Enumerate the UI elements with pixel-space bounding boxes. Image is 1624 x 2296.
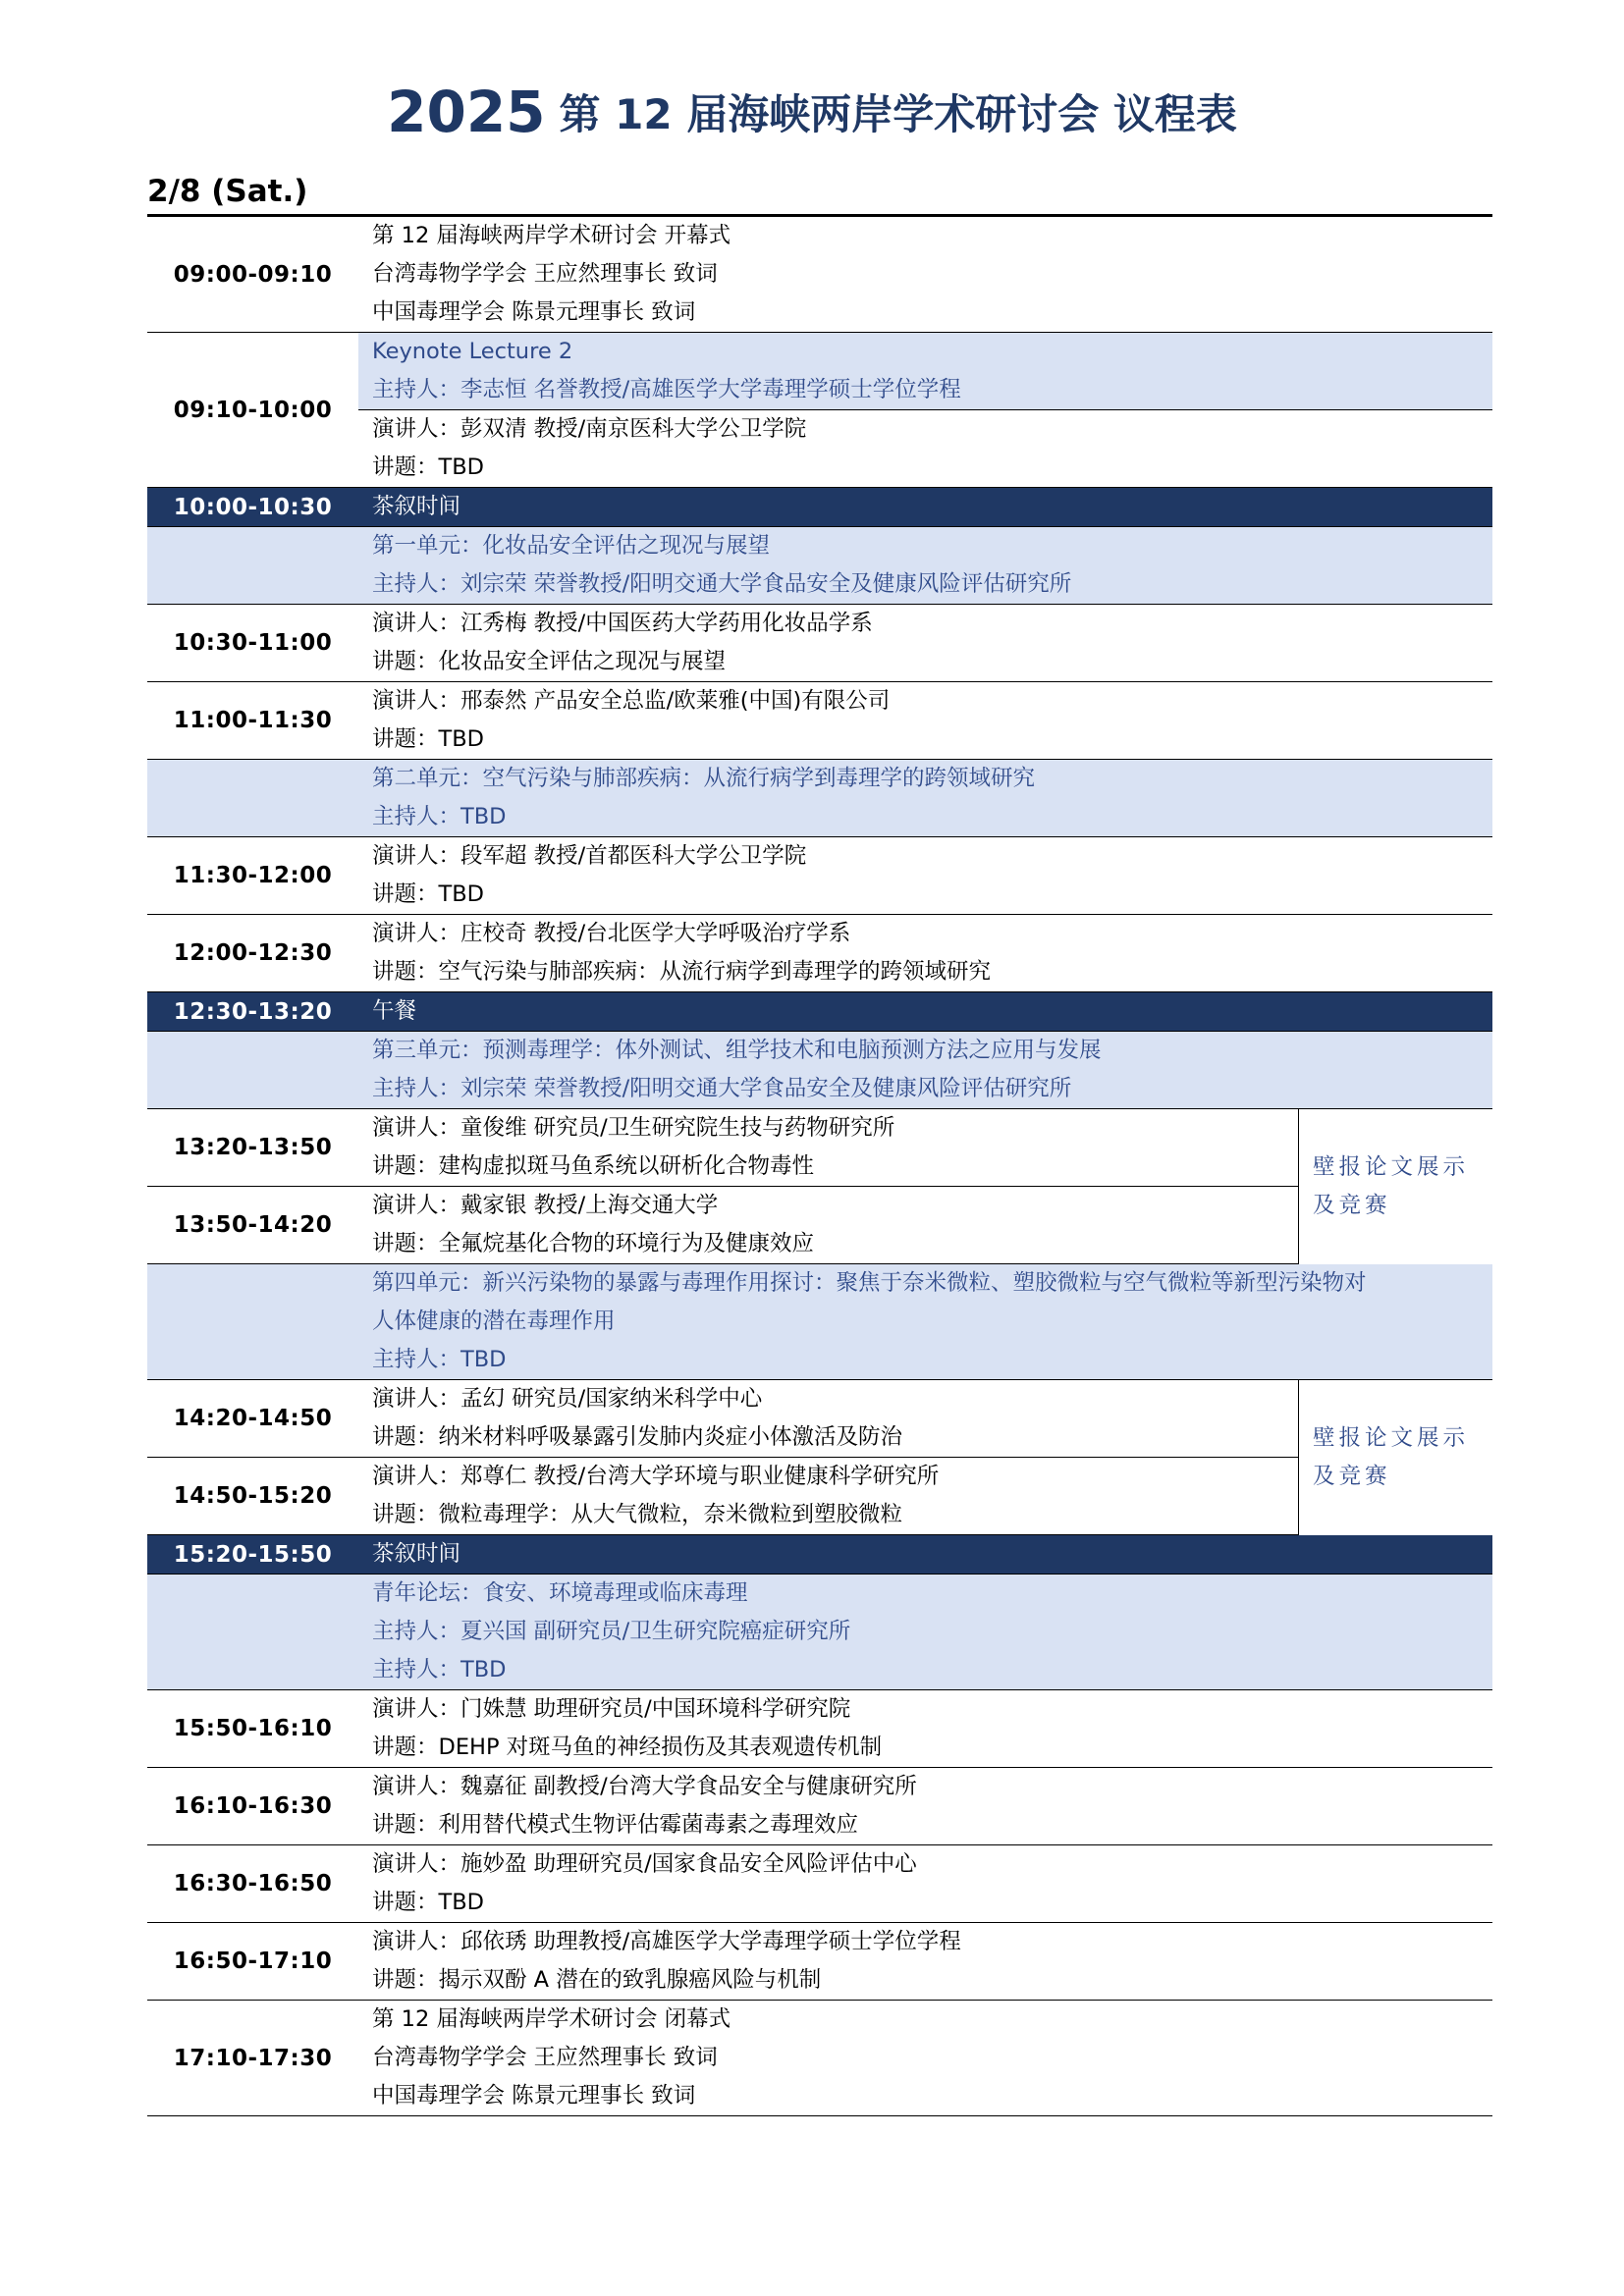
session-line: 讲题：DEHP 对斑马鱼的神经损伤及其表观遗传机制 bbox=[372, 1735, 883, 1760]
session-line: 讲题：揭示双酚 A 潜在的致乳腺癌风险与机制 bbox=[372, 1967, 822, 1993]
session-content bbox=[358, 1845, 1492, 1922]
agenda-row bbox=[147, 1690, 1492, 1768]
session-header-line: 主持人：TBD bbox=[372, 1347, 507, 1372]
session-line: 演讲人：段军超 教授/首都医科大学公卫学院 bbox=[372, 843, 807, 869]
break-label: 茶叙时间 bbox=[372, 494, 461, 519]
session-header-line: 主持人：刘宗荣 荣誉教授/阳明交通大学食品安全及健康风险评估研究所 bbox=[372, 571, 1072, 597]
agenda-row bbox=[147, 1845, 1492, 1923]
time-slot bbox=[147, 1264, 358, 1379]
time-slot bbox=[147, 527, 358, 604]
time-slot: 12:30-13:20 bbox=[173, 998, 333, 1025]
session-header-line: Keynote Lecture 2 bbox=[372, 339, 573, 364]
session-header bbox=[372, 527, 1492, 604]
agenda-row bbox=[147, 1923, 1492, 2001]
session-line: 演讲人：庄校奇 教授/台北医学大学呼吸治疗学系 bbox=[372, 921, 851, 946]
session-detail bbox=[372, 915, 1492, 991]
session-content bbox=[358, 488, 1492, 526]
title-year: 2025 bbox=[387, 79, 546, 145]
session-header-line: 青年论坛：食安、环境毒理或临床毒理 bbox=[372, 1580, 748, 1606]
time-slot: 11:00-11:30 bbox=[173, 708, 333, 733]
session-content bbox=[358, 760, 1492, 836]
session-content bbox=[358, 1264, 1492, 1379]
session-line: 讲题：TBD bbox=[372, 454, 485, 480]
session-line: 演讲人：邢泰然 产品安全总监/欧莱雅(中国)有限公司 bbox=[372, 688, 891, 714]
title-text: 第 12 届海峡两岸学术研讨会 议程表 bbox=[559, 90, 1237, 138]
session-detail bbox=[372, 682, 1492, 759]
session-header-line: 第三单元：预测毒理学：体外测试、组学技术和电脑预测方法之应用与发展 bbox=[372, 1038, 1102, 1063]
poster-label-line: 壁报论文展示 bbox=[1313, 1425, 1470, 1451]
session-line: 演讲人：邱依琇 助理教授/高雄医学大学毒理学硕士学位学程 bbox=[372, 1929, 961, 1954]
session-header-line: 主持人：夏兴国 副研究员/卫生研究院癌症研究所 bbox=[372, 1619, 851, 1644]
agenda-row bbox=[147, 1575, 1492, 1690]
time-slot: 10:00-10:30 bbox=[173, 494, 333, 520]
session-header bbox=[372, 1032, 1492, 1108]
agenda-row bbox=[147, 915, 1492, 992]
session-content bbox=[358, 992, 1492, 1031]
break-row bbox=[147, 488, 1492, 527]
poster-label-line: 及竞赛 bbox=[1313, 1464, 1391, 1489]
session-header-line: 人体健康的潜在毒理作用 bbox=[372, 1308, 616, 1334]
session-line: 讲题：空气污染与肺部疾病：从流行病学到毒理学的跨领域研究 bbox=[372, 959, 992, 985]
agenda-row bbox=[147, 2001, 1492, 2116]
session-line: 讲题：TBD bbox=[372, 1890, 485, 1915]
session-content bbox=[358, 217, 1492, 332]
session-content bbox=[358, 1923, 1492, 2000]
poster-session-label bbox=[1298, 1109, 1492, 1264]
session-header bbox=[372, 1575, 1492, 1689]
session-content bbox=[358, 915, 1492, 991]
time-slot: 17:10-17:30 bbox=[173, 2045, 333, 2071]
session-line: 台湾毒物学学会 王应然理事长 致词 bbox=[372, 2045, 718, 2070]
agenda-row bbox=[147, 1768, 1492, 1845]
session-line: 演讲人：江秀梅 教授/中国医药大学药用化妆品学系 bbox=[372, 611, 873, 636]
time-slot: 13:20-13:50 bbox=[173, 1135, 333, 1160]
session-detail bbox=[372, 1768, 1492, 1844]
session-content bbox=[358, 837, 1492, 914]
session-detail bbox=[372, 1380, 1298, 1457]
page-title bbox=[0, 79, 1624, 145]
session-header-line: 第四单元：新兴污染物的暴露与毒理作用探讨：聚焦于奈米微粒、塑胶微粒与空气微粒等新型污染物对 bbox=[372, 1270, 1367, 1296]
session-header bbox=[372, 760, 1492, 836]
session-header-line: 第一单元：化妆品安全评估之现况与展望 bbox=[372, 533, 771, 559]
session-line: 中国毒理学会 陈景元理事长 致词 bbox=[372, 2083, 696, 2109]
time-slot: 16:10-16:30 bbox=[173, 1793, 333, 1819]
session-content bbox=[358, 1575, 1492, 1689]
break-row bbox=[147, 992, 1492, 1032]
session-detail bbox=[372, 1923, 1492, 2000]
session-detail bbox=[372, 605, 1492, 681]
session-line: 讲题：TBD bbox=[372, 726, 485, 752]
session-line: 演讲人：孟幻 研究员/国家纳米科学中心 bbox=[372, 1386, 763, 1412]
session-detail bbox=[372, 837, 1492, 914]
agenda-row bbox=[147, 1032, 1492, 1109]
agenda-row bbox=[147, 682, 1492, 760]
session-line: 讲题：全氟烷基化合物的环境行为及健康效应 bbox=[372, 1231, 815, 1256]
session-content bbox=[358, 1690, 1492, 1767]
agenda-row bbox=[147, 1380, 1492, 1458]
session-line: 演讲人：彭双清 教授/南京医科大学公卫学院 bbox=[372, 416, 807, 442]
poster-session-label bbox=[1298, 1380, 1492, 1535]
session-header-line: 主持人：刘宗荣 荣誉教授/阳明交通大学食品安全及健康风险评估研究所 bbox=[372, 1076, 1072, 1101]
session-line: 演讲人：施妙盈 助理研究员/国家食品安全风险评估中心 bbox=[372, 1851, 917, 1877]
session-content bbox=[358, 1032, 1492, 1108]
time-slot: 14:20-14:50 bbox=[173, 1406, 333, 1431]
session-line: 演讲人：门姝慧 助理研究员/中国环境科学研究院 bbox=[372, 1696, 851, 1722]
session-line: 第 12 届海峡两岸学术研讨会 闭幕式 bbox=[372, 2006, 731, 2032]
agenda-row bbox=[147, 837, 1492, 915]
session-detail bbox=[372, 1690, 1492, 1767]
session-line: 演讲人：童俊维 研究员/卫生研究院生技与药物研究所 bbox=[372, 1115, 895, 1141]
session-line: 讲题：建构虚拟斑马鱼系统以研析化合物毒性 bbox=[372, 1153, 815, 1179]
session-content bbox=[358, 333, 1492, 487]
session-header bbox=[358, 333, 1492, 409]
agenda-row bbox=[147, 1109, 1492, 1187]
session-detail bbox=[372, 1845, 1492, 1922]
poster-label-line: 壁报论文展示 bbox=[1313, 1154, 1470, 1180]
session-content bbox=[358, 1768, 1492, 1844]
session-line: 演讲人：戴家银 教授/上海交通大学 bbox=[372, 1193, 719, 1218]
session-line: 演讲人：魏嘉征 副教授/台湾大学食品安全与健康研究所 bbox=[372, 1774, 917, 1799]
agenda-row bbox=[147, 605, 1492, 682]
time-slot: 12:00-12:30 bbox=[173, 940, 333, 966]
session-content bbox=[358, 1535, 1492, 1574]
session-line: 讲题：利用替代模式生物评估霉菌毒素之毒理效应 bbox=[372, 1812, 859, 1838]
agenda-row bbox=[147, 1458, 1492, 1535]
session-line: 讲题：化妆品安全评估之现况与展望 bbox=[372, 649, 727, 674]
session-content bbox=[358, 605, 1492, 681]
time-slot: 15:50-16:10 bbox=[173, 1716, 333, 1741]
session-detail bbox=[372, 1458, 1298, 1534]
session-header-line: 主持人：TBD bbox=[372, 804, 507, 829]
session-line: 台湾毒物学学会 王应然理事长 致词 bbox=[372, 261, 718, 287]
time-slot: 09:00-09:10 bbox=[173, 261, 333, 288]
session-header-line: 主持人：TBD bbox=[372, 1657, 507, 1682]
agenda-row bbox=[147, 217, 1492, 333]
session-header bbox=[372, 1264, 1492, 1379]
agenda-row bbox=[147, 333, 1492, 488]
poster-label-line: 及竞赛 bbox=[1313, 1193, 1391, 1218]
day-label: 2/8 (Sat.) bbox=[147, 174, 308, 209]
session-line: 讲题：微粒毒理学：从大气微粒，奈米微粒到塑胶微粒 bbox=[372, 1502, 903, 1527]
session-detail bbox=[372, 217, 1492, 332]
session-line: 演讲人：郑尊仁 教授/台湾大学环境与职业健康科学研究所 bbox=[372, 1464, 940, 1489]
session-detail bbox=[372, 1187, 1298, 1263]
agenda-row bbox=[147, 527, 1492, 605]
agenda-table bbox=[147, 214, 1492, 2116]
session-content bbox=[358, 527, 1492, 604]
session-line: 讲题：TBD bbox=[372, 881, 485, 907]
time-slot: 16:30-16:50 bbox=[173, 1871, 333, 1896]
time-slot bbox=[147, 1575, 358, 1689]
session-line: 讲题：纳米材料呼吸暴露引发肺内炎症小体激活及防治 bbox=[372, 1424, 903, 1450]
time-slot: 16:50-17:10 bbox=[173, 1949, 333, 1974]
break-label: 茶叙时间 bbox=[372, 1541, 461, 1567]
session-detail bbox=[372, 1109, 1298, 1186]
time-slot: 10:30-11:00 bbox=[173, 630, 333, 656]
session-content bbox=[358, 2001, 1492, 2115]
session-header-line: 主持人：李志恒 名誉教授/高雄医学大学毒理学硕士学位学程 bbox=[372, 377, 961, 402]
agenda-row bbox=[147, 1264, 1492, 1380]
time-slot: 09:10-10:00 bbox=[173, 397, 333, 423]
time-slot: 11:30-12:00 bbox=[173, 863, 333, 888]
session-detail bbox=[358, 409, 1492, 487]
session-line: 第 12 届海峡两岸学术研讨会 开幕式 bbox=[372, 223, 731, 248]
session-content bbox=[358, 682, 1492, 759]
session-line: 中国毒理学会 陈景元理事长 致词 bbox=[372, 299, 696, 325]
session-detail bbox=[372, 2001, 1492, 2115]
agenda-row bbox=[147, 1187, 1492, 1264]
agenda-row bbox=[147, 760, 1492, 837]
session-header-line: 第二单元：空气污染与肺部疾病：从流行病学到毒理学的跨领域研究 bbox=[372, 766, 1036, 791]
time-slot: 13:50-14:20 bbox=[173, 1212, 333, 1238]
time-slot: 15:20-15:50 bbox=[173, 1541, 333, 1568]
time-slot: 14:50-15:20 bbox=[173, 1483, 333, 1509]
time-slot bbox=[147, 1032, 358, 1108]
time-slot bbox=[147, 760, 358, 836]
break-label: 午餐 bbox=[372, 998, 417, 1024]
break-row bbox=[147, 1535, 1492, 1575]
